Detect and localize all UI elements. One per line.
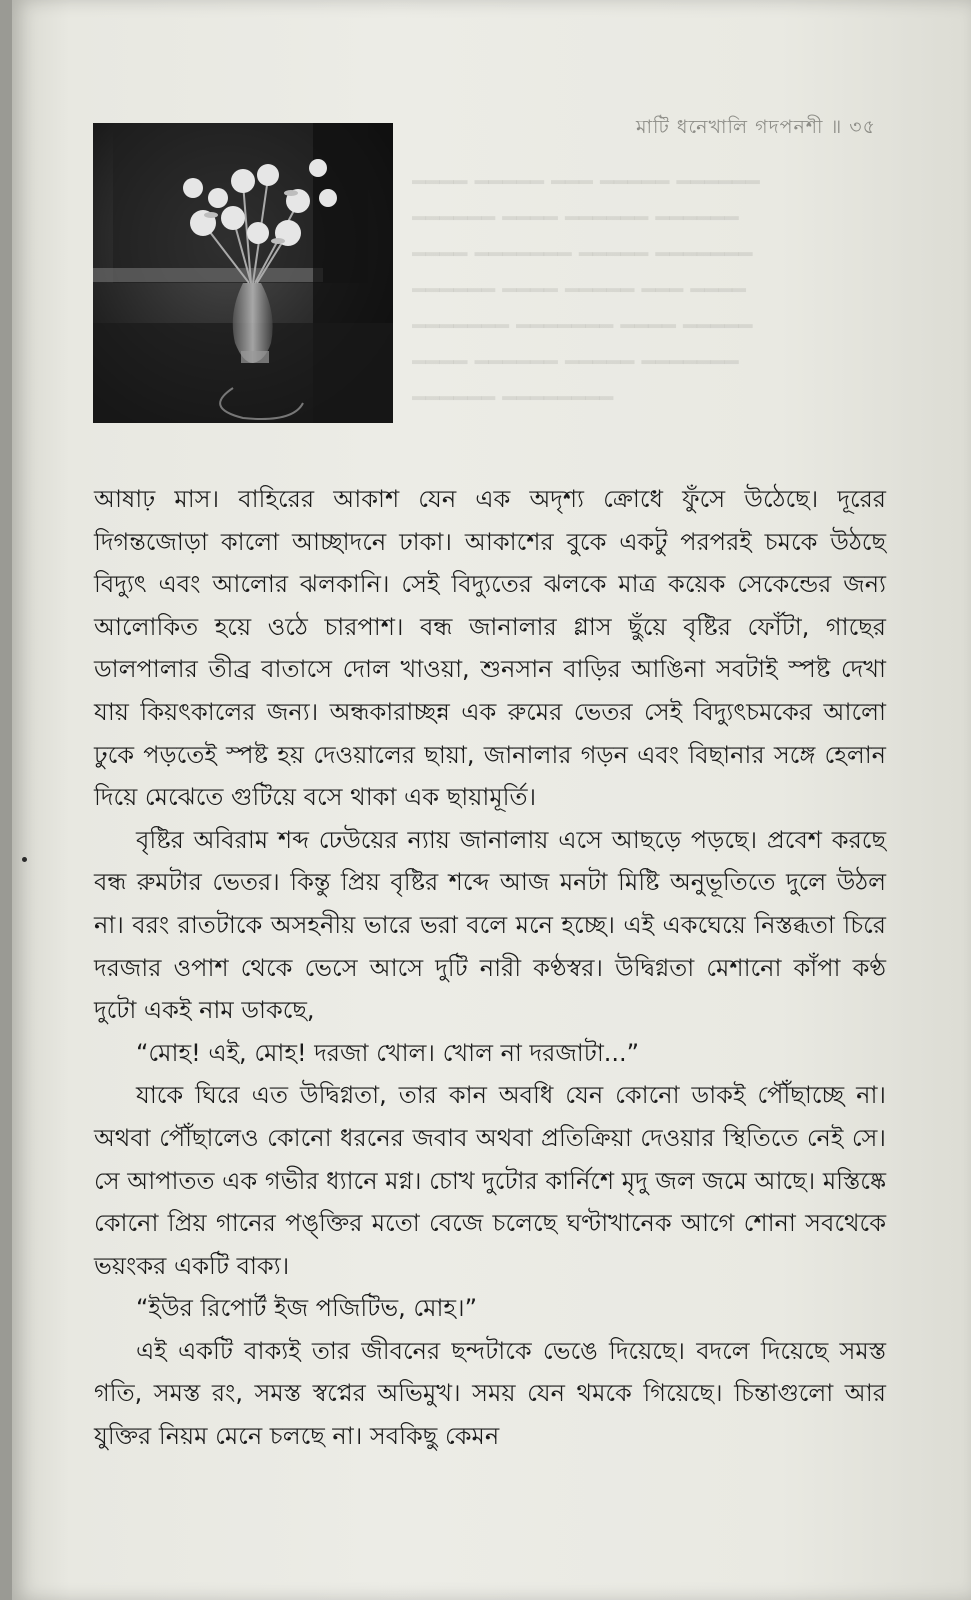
paragraph: এই একটি বাক্যই তার জীবনের ছন্দটাকে ভেঙে দিয়েছে। বদলে দিয়েছে সমস্ত গতি, সমস্ত রং, সমস্ত স্বপ্নের অভিমুখ। সময় যেন থমকে গিয়েছে। চিন্তাগুলো আর যুক্তির নিয়ম মেনে চলছে না। সবকিছু কেমন [94, 1336, 886, 1451]
flower-vase-illustration [93, 123, 393, 423]
show-through-text: ━━━━ ━━━━━ ━━━ ━━━━━ ━━━━━━ ━━━━━━ ━━━━ ━━━━━━ ━━━━━━ ━━━━ ━━━━━━━ ━━━━━ ━━━━━━━ ━━━━━━ ━━━━ ━━━━━ ━━━ ━━━━ ━━━━━━━ ━━━━━━━ ━━━━ ━━━━━ ━━━━ ━━━━━━ ━━━━━ ━━━━━━━ ━━━━━━ ━━━━━━━━ [412, 170, 760, 412]
book-page [12, 0, 971, 1600]
margin-dot [22, 857, 27, 862]
page-header: মাটি ধনেখালি গদপনশী ॥ ৩৫ [636, 116, 876, 138]
paragraph: যাকে ঘিরে এত উদ্বিগ্নতা, তার কান অবধি যেন কোনো ডাকই পৌঁছাচ্ছে না। অথবা পৌঁছালেও কোনো ধরনের জবাব অথবা প্রতিক্রিয়া দেওয়ার স্থিতিতে নেই সে। সে আপাতত এক গভীর ধ্যানে মগ্ন। চোখ দুটোর কার্নিশে মৃদু জল জমে আছে। মস্তিষ্কে কোনো প্রিয় গানের পঙ্‌ক্তির মতো বেজে চলেছে ঘণ্টাখানেক আগে শোনা সবথেকে ভয়ংকর একটি বাক্য। [94, 1081, 886, 1280]
paragraph: আষাঢ় মাস। বাহিরের আকাশ যেন এক অদৃশ্য ক্রোধে ফুঁসে উঠেছে। দূরের দিগন্তজোড়া কালো আচ্ছাদনে ঢাকা। আকাশের বুকে একটু পরপরই চমকে উঠছে বিদ্যুৎ এবং আলোর ঝলকানি। সেই বিদ্যুতের ঝলকে মাত্র কয়েক সেকেন্ডের জন্য আলোকিত হয়ে ওঠে চারপাশ। বন্ধ জানালার গ্লাস ছুঁয়ে বৃষ্টির ফোঁটা, গাছের ডালপালার তীব্র বাতাসে দোল খাওয়া, শুনসান বাড়ির আঙিনা সবটাই স্পষ্ট দেখা যায় কিয়ৎকালের জন্য। অন্ধকারাচ্ছন্ন এক রুমের ভেতর সেই বিদ্যুৎচমকের আলো ঢুকে পড়তেই স্পষ্ট হয় দেওয়ালের ছায়া, জানালার গড়ন এবং বিছানার সঙ্গে হেলান দিয়ে মেঝেতে গুটিয়ে বসে থাকা এক ছায়ামূর্তি। [94, 485, 886, 812]
dialogue: “মোহ! এই, মোহ! দরজা খোল। খোল না দরজাটা...” [136, 1038, 640, 1067]
dialogue: “ইউর রিপোর্ট ইজ পজিটিভ, মোহ।” [136, 1294, 478, 1323]
paragraph: বৃষ্টির অবিরাম শব্দ ঢেউয়ের ন্যায় জানালায় এসে আছড়ে পড়ছে। প্রবেশ করছে বন্ধ রুমটার ভেতর। কিন্তু প্রিয় বৃষ্টির শব্দে আজ মনটা মিষ্টি অনুভূতিতে দুলে উঠল না। বরং রাতটাকে অসহনীয় ভারে ভরা বলে মনে হচ্ছে। এই একঘেয়ে নিস্তব্ধতা চিরে দরজার ওপাশ থেকে ভেসে আসে দুটি নারী কণ্ঠস্বর। উদ্বিগ্নতা মেশানো কাঁপা কণ্ঠ দুটো একই নাম ডাকছে, [94, 825, 886, 1025]
story-body [94, 478, 886, 1458]
